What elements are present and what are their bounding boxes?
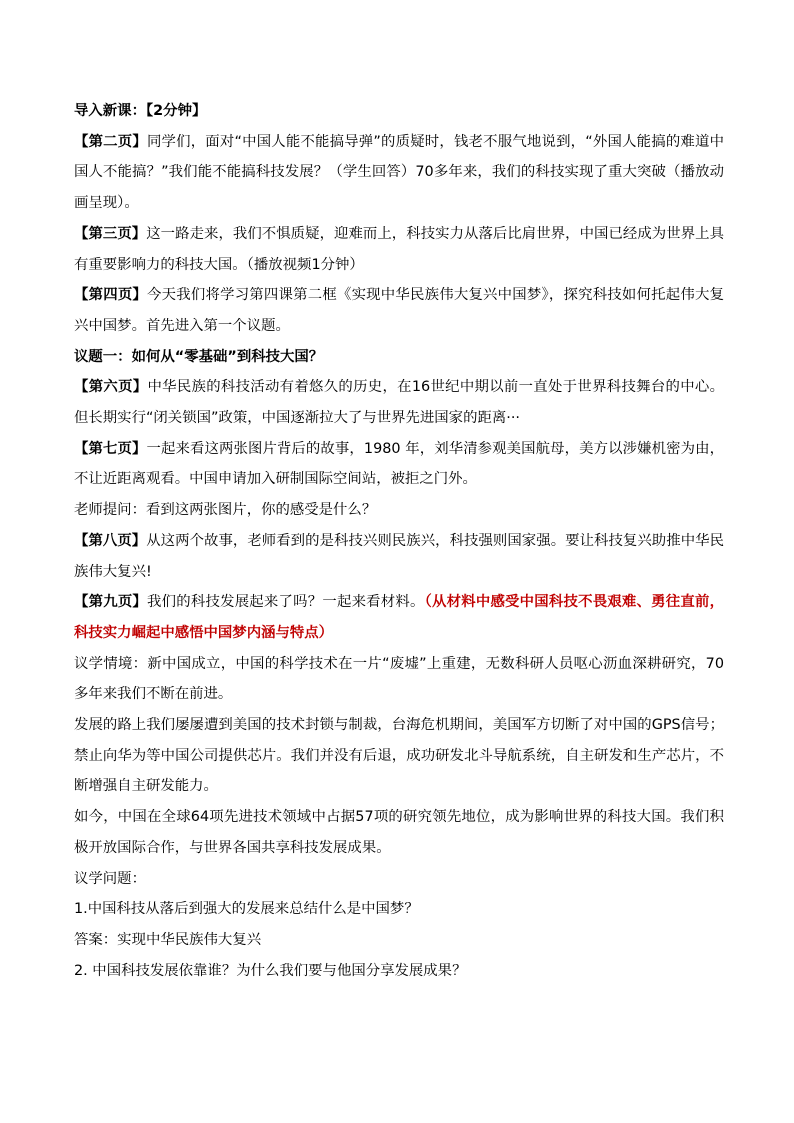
highlight-note: （从材料中感受中国科技不畏艰难、勇往直前，科技实力崛起中感悟中国梦内涵与特点）: [74, 594, 724, 641]
paragraph-text: 一起来看这两张图片背后的故事，1980 年，刘华清参观美国航母，美方以涉嫌机密为由，不让近距离观看。中国申请加入研制国际空间站，被拒之门外。: [74, 440, 724, 488]
paragraph-text: 从这两个故事，老师看到的是科技兴则民族兴，科技强则国家强。要让科技复兴助推中华民族伟大复兴!: [74, 532, 724, 580]
paragraph-text: 今天我们将学习第四课第二框《实现中华民族伟大复兴中国梦》，探究科技如何托起伟大复兴中国梦。首先进入第一个议题。: [74, 287, 724, 334]
page-tag: 【第九页】: [74, 594, 148, 611]
answer-1: 答案：实现中华民族伟大复兴: [74, 931, 262, 948]
question-1: 1.中国科技从落后到强大的发展来总结什么是中国梦？: [74, 901, 419, 918]
paragraph-page9: [74, 587, 724, 648]
scenario-paragraph-3: 如今，中国在全球64项先进技术领域中占据57项的研究领先地位，成为影响世界的科技大国。我们积极开放国际合作，与世界各国共享科技发展成果。: [74, 809, 724, 856]
paragraph-page2: [74, 127, 724, 219]
intro-heading-time: 【2分钟】: [145, 103, 207, 119]
paragraph-page8: [74, 526, 724, 587]
intro-heading: [74, 96, 724, 127]
page-tag: 【第二页】: [74, 133, 147, 150]
topic-one-heading: 议题一：如何从“零基础”到科技大国？: [74, 348, 324, 365]
paragraph-text: 我们的科技发展起来了吗？一起来看材料。: [147, 594, 425, 611]
paragraph-text: 中华民族的科技活动有着悠久的历史，在16世纪中期以前一直处于世界科技舞台的中心。但长期实行“闭关锁国”政策，中国逐渐拉大了与世界先进国家的距离···: [74, 379, 724, 427]
scenario-paragraph-2: 发展的路上我们屡屡遭到美国的技术封锁与制裁，台海危机期间，美国军方切断了对中国的GPS信号；禁止向华为等中国公司提供芯片。我们并没有后退，成功研发北斗导航系统，自主研发和生产芯片，不断增强自主研发能力。: [74, 717, 724, 795]
document-page: [74, 96, 724, 986]
paragraph-text: 同学们，面对“中国人能不能搞导弹”的质疑时，钱老不服气地说到，“外国人能搞的难道中国人不能搞？”我们能不能搞科技发展？（学生回答）70多年来，我们的科技实现了重大突破（播放动画呈现）。: [74, 133, 724, 212]
page-tag: 【第七页】: [74, 440, 147, 457]
paragraph-text: 这一路走来，我们不惧质疑，迎难而上，科技实力从落后比肩世界，中国已经成为世界上具有重要影响力的科技大国。（播放视频1分钟）: [74, 225, 724, 273]
paragraph-page3: [74, 219, 724, 280]
questions-heading: 议学问题：: [74, 870, 146, 887]
page-tag: 【第三页】: [74, 225, 147, 242]
page-tag: 【第四页】: [74, 287, 148, 304]
scenario-paragraph-1: 议学情境：新中国成立，中国的科学技术在一片“废墟”上重建，无数科研人员呕心沥血深耕研究，70多年来我们不断在前进。: [74, 655, 724, 703]
teacher-question: 老师提问：看到这两张图片，你的感受是什么？: [74, 502, 377, 519]
paragraph-page6: [74, 372, 724, 433]
page-tag: 【第六页】: [74, 379, 148, 396]
paragraph-page4: [74, 280, 724, 341]
page-tag: 【第八页】: [74, 532, 147, 549]
intro-heading-label: 导入新课：: [74, 103, 146, 119]
question-2: 2. 中国科技发展依靠谁？为什么我们要与他国分享发展成果？: [74, 962, 467, 979]
paragraph-page7: [74, 434, 724, 495]
